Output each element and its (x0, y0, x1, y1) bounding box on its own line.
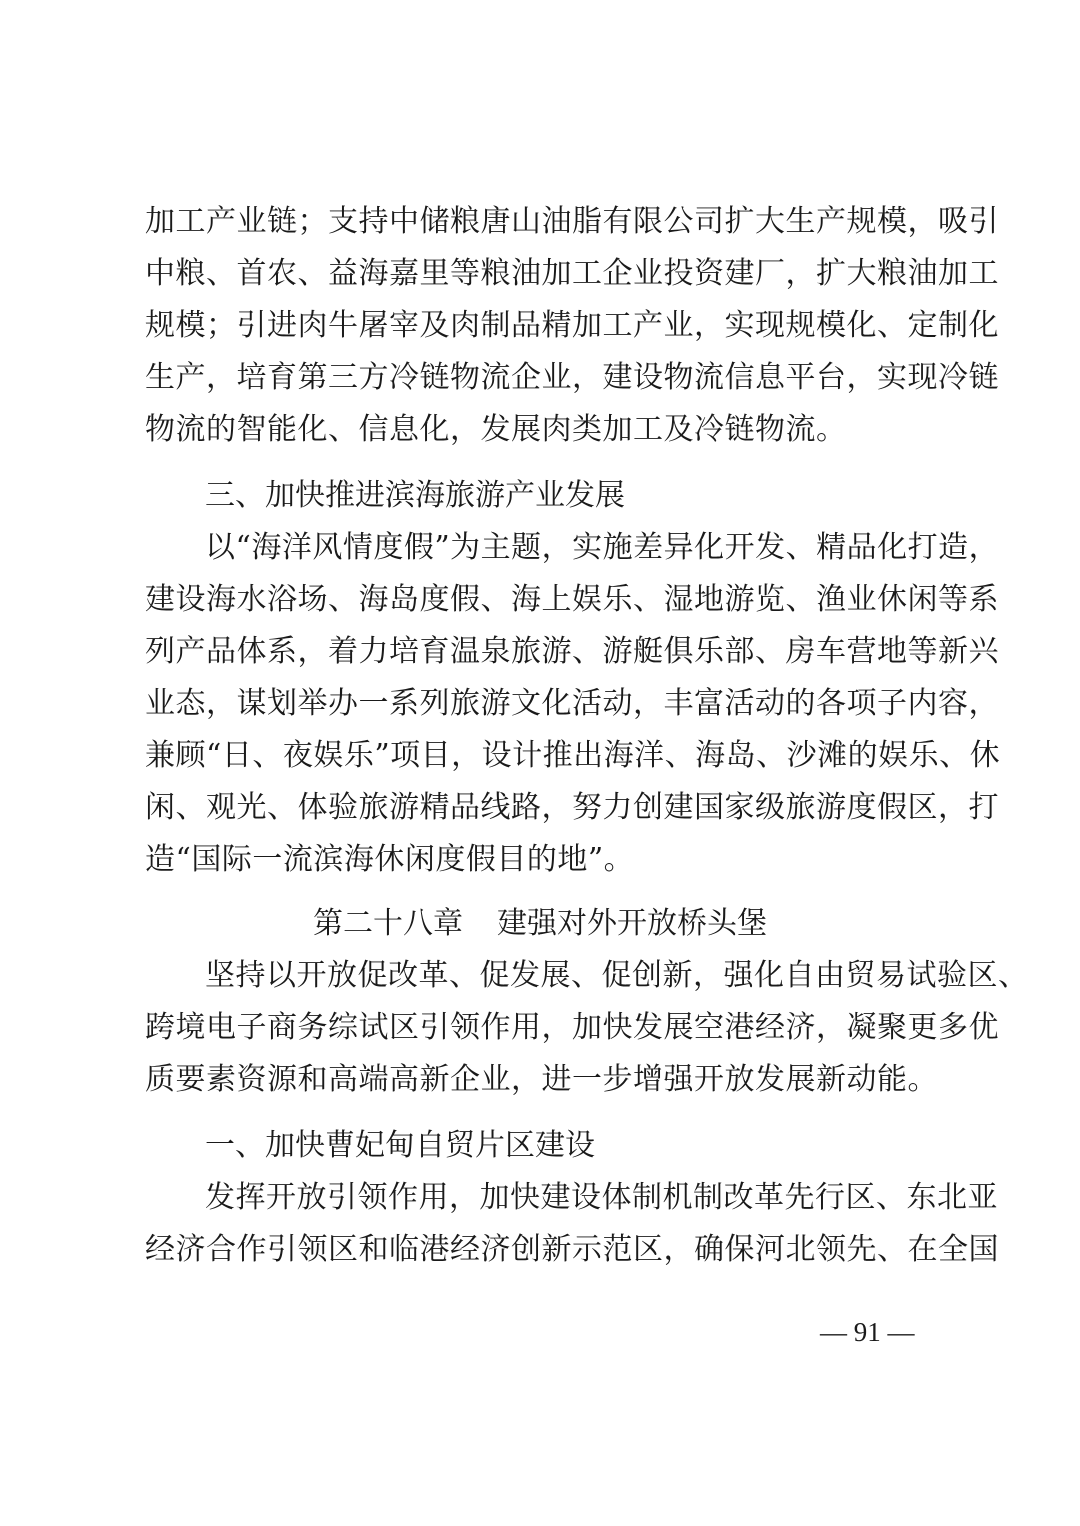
chapter-number: 第二十八章 (313, 906, 463, 941)
body-text-line: 列产品体系，着力培育温泉旅游、游艇俱乐部、房车营地等新兴 (145, 634, 999, 669)
body-text-line: 坚持以开放促改革、促发展、促创新，强化自由贸易试验区、 (205, 958, 1029, 993)
body-text-line: 以“海洋风情度假”为主题，实施差异化开发、精品化打造， (205, 530, 1000, 565)
body-text-line: 业态，谋划举办一系列旅游文化活动，丰富活动的各项子内容， (145, 686, 999, 721)
section-heading: 三、加快推进滨海旅游产业发展 (205, 478, 625, 513)
body-text-line: 生产，培育第三方冷链物流企业，建设物流信息平台，实现冷链 (145, 360, 999, 395)
body-text-line: 兼顾“日、夜娱乐”项目，设计推出海洋、海岛、沙滩的娱乐、休 (145, 738, 1001, 773)
page-number: — 91 — (820, 1317, 915, 1347)
chapter-name: 建强对外开放桥头堡 (497, 906, 767, 941)
body-text-line: 中粮、首农、益海嘉里等粮油加工企业投资建厂，扩大粮油加工 (145, 256, 999, 291)
body-text-line: 闲、观光、体验旅游精品线路，努力创建国家级旅游度假区，打 (145, 790, 999, 825)
body-text-line: 造“国际一流滨海休闲度假目的地”。 (145, 842, 635, 877)
body-text-line: 跨境电子商务综试区引领作用，加快发展空港经济，凝聚更多优 (145, 1010, 999, 1045)
chapter-title (0, 906, 1080, 942)
body-text-line: 质要素资源和高端高新企业，进一步增强开放发展新动能。 (145, 1062, 938, 1097)
body-text-line: 规模；引进肉牛屠宰及肉制品精加工产业，实现规模化、定制化 (145, 308, 999, 343)
section-heading: 一、加快曹妃甸自贸片区建设 (205, 1128, 595, 1163)
body-text-line: 经济合作引领区和临港经济创新示范区，确保河北领先、在全国 (145, 1232, 999, 1267)
body-text-line: 发挥开放引领作用，加快建设体制机制改革先行区、东北亚 (205, 1180, 998, 1215)
body-text-line: 物流的智能化、信息化，发展肉类加工及冷链物流。 (145, 412, 847, 447)
body-text-line: 加工产业链；支持中储粮唐山油脂有限公司扩大生产规模，吸引 (145, 204, 999, 239)
body-text-line: 建设海水浴场、海岛度假、海上娱乐、湿地游览、渔业休闲等系 (145, 582, 999, 617)
